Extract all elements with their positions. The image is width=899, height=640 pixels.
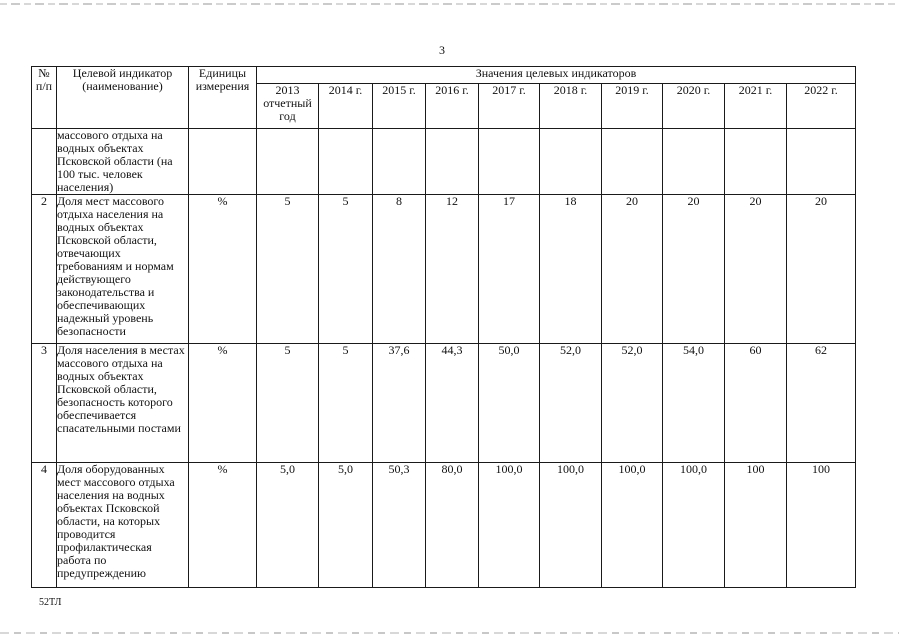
header-year: 2016 г. <box>426 84 479 129</box>
scan-edge-top <box>0 3 899 5</box>
row-value: 100,0 <box>540 463 602 588</box>
row-value: 5,0 <box>257 463 319 588</box>
header-year: 2015 г. <box>373 84 426 129</box>
row-value: 37,6 <box>373 344 426 463</box>
row-value: 20 <box>663 195 725 344</box>
row-value <box>663 129 725 195</box>
footer-document-code: 52ТЛ <box>39 597 62 608</box>
row-value: 18 <box>540 195 602 344</box>
row-value: 100,0 <box>663 463 725 588</box>
row-value <box>373 129 426 195</box>
row-value: 52,0 <box>540 344 602 463</box>
row-value <box>319 129 373 195</box>
row-num: 2 <box>32 195 57 344</box>
row-value: 5 <box>257 195 319 344</box>
table-row <box>32 344 856 463</box>
row-value: 100,0 <box>602 463 663 588</box>
row-value <box>257 129 319 195</box>
header-values-group: Значения целевых индикаторов <box>257 67 856 84</box>
row-value: 100,0 <box>479 463 540 588</box>
row-value <box>787 129 856 195</box>
row-indicator-name: массового отдыха на водных объектах Псковской области (на 100 тыс. человек населения) <box>57 129 189 195</box>
row-value: 5,0 <box>319 463 373 588</box>
scan-edge-bottom <box>0 632 899 634</box>
row-value: 100 <box>787 463 856 588</box>
row-unit <box>189 129 257 195</box>
header-year: 2019 г. <box>602 84 663 129</box>
row-value: 8 <box>373 195 426 344</box>
row-indicator-name: Доля населения в местах массового отдыха на водных объектах Псковской области, безопасность которого обеспечивается спасательными постами <box>57 344 189 463</box>
row-indicator-name: Доля оборудованных мест массового отдыха населения на водных объектах Псковской области, на которых проводится профилактическая работа по предупреждению <box>57 463 189 588</box>
row-value: 17 <box>479 195 540 344</box>
target-indicators-table <box>31 66 856 588</box>
page-number: 3 <box>439 43 445 57</box>
header-indicator: Целевой индикатор (наименование) <box>57 67 189 129</box>
row-value: 20 <box>602 195 663 344</box>
row-value: 62 <box>787 344 856 463</box>
header-num: № п/п <box>32 67 57 129</box>
row-value: 44,3 <box>426 344 479 463</box>
row-value <box>540 129 602 195</box>
row-num: 4 <box>32 463 57 588</box>
row-value <box>725 129 787 195</box>
row-value: 5 <box>319 195 373 344</box>
header-year: 2022 г. <box>787 84 856 129</box>
row-value <box>479 129 540 195</box>
header-row-top <box>32 67 856 84</box>
header-year: 2014 г. <box>319 84 373 129</box>
row-value: 12 <box>426 195 479 344</box>
row-value: 80,0 <box>426 463 479 588</box>
header-unit: Единицы измерения <box>189 67 257 129</box>
row-value: 5 <box>257 344 319 463</box>
row-value: 60 <box>725 344 787 463</box>
row-num: 3 <box>32 344 57 463</box>
row-value <box>426 129 479 195</box>
table-row <box>32 463 856 588</box>
header-year: 2020 г. <box>663 84 725 129</box>
row-value: 20 <box>725 195 787 344</box>
row-unit: % <box>189 195 257 344</box>
header-year: 2018 г. <box>540 84 602 129</box>
header-year: 2017 г. <box>479 84 540 129</box>
row-value: 50,0 <box>479 344 540 463</box>
row-value <box>602 129 663 195</box>
row-value: 20 <box>787 195 856 344</box>
row-value: 50,3 <box>373 463 426 588</box>
row-unit: % <box>189 344 257 463</box>
row-value: 5 <box>319 344 373 463</box>
table-row <box>32 129 856 195</box>
table-row <box>32 195 856 344</box>
row-unit: % <box>189 463 257 588</box>
row-value: 100 <box>725 463 787 588</box>
row-value: 54,0 <box>663 344 725 463</box>
header-year: 2021 г. <box>725 84 787 129</box>
header-year: 2013 отчетный год <box>257 84 319 129</box>
row-value: 52,0 <box>602 344 663 463</box>
row-indicator-name: Доля мест массового отдыха населения на водных объектах Псковской области, отвечающих требованиям и нормам действующего законодательства и обеспечивающих надежный уровень безопасности <box>57 195 189 344</box>
row-num <box>32 129 57 195</box>
